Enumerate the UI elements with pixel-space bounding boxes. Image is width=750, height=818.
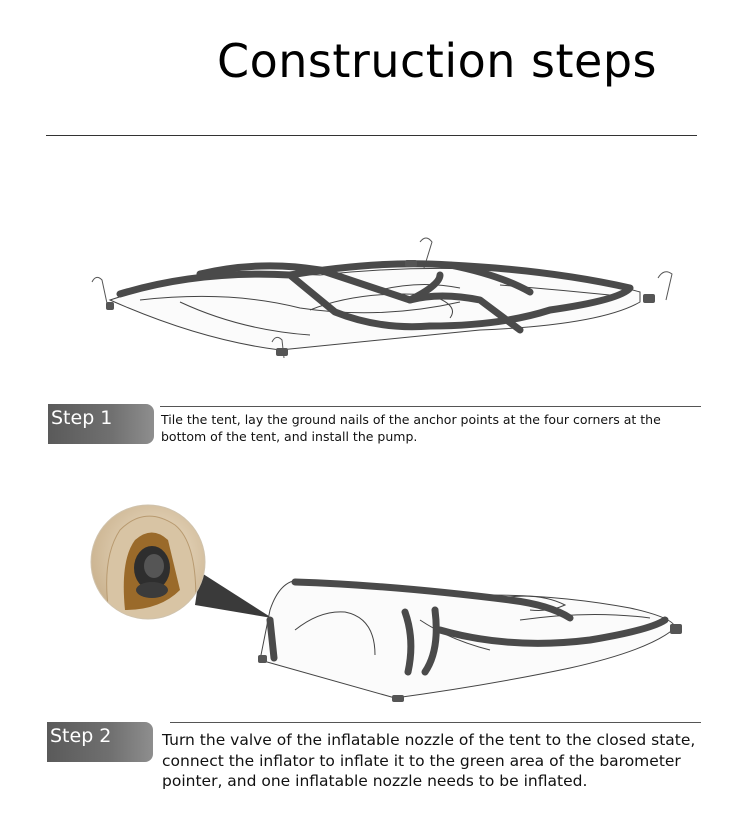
step2-description: Turn the valve of the inflatable nozzle of the tent to the closed state, connect the inflator to inflate it to the green area of the barometer pointer, and one inflatable nozzle needs to be inflated. (162, 731, 696, 790)
title-divider (46, 135, 697, 136)
step1-description: Tile the tent, lay the ground nails of the anchor points at the four corners at the bottom of the tent, and install the pump. (161, 412, 661, 444)
step1-divider (160, 406, 701, 407)
step2-illustration (90, 500, 690, 710)
page-title: Construction steps (217, 34, 657, 88)
step2-divider (170, 722, 701, 723)
step1-label: Step 1 (48, 404, 154, 444)
step2-label: Step 2 (47, 722, 153, 762)
step1-illustration (80, 230, 690, 370)
